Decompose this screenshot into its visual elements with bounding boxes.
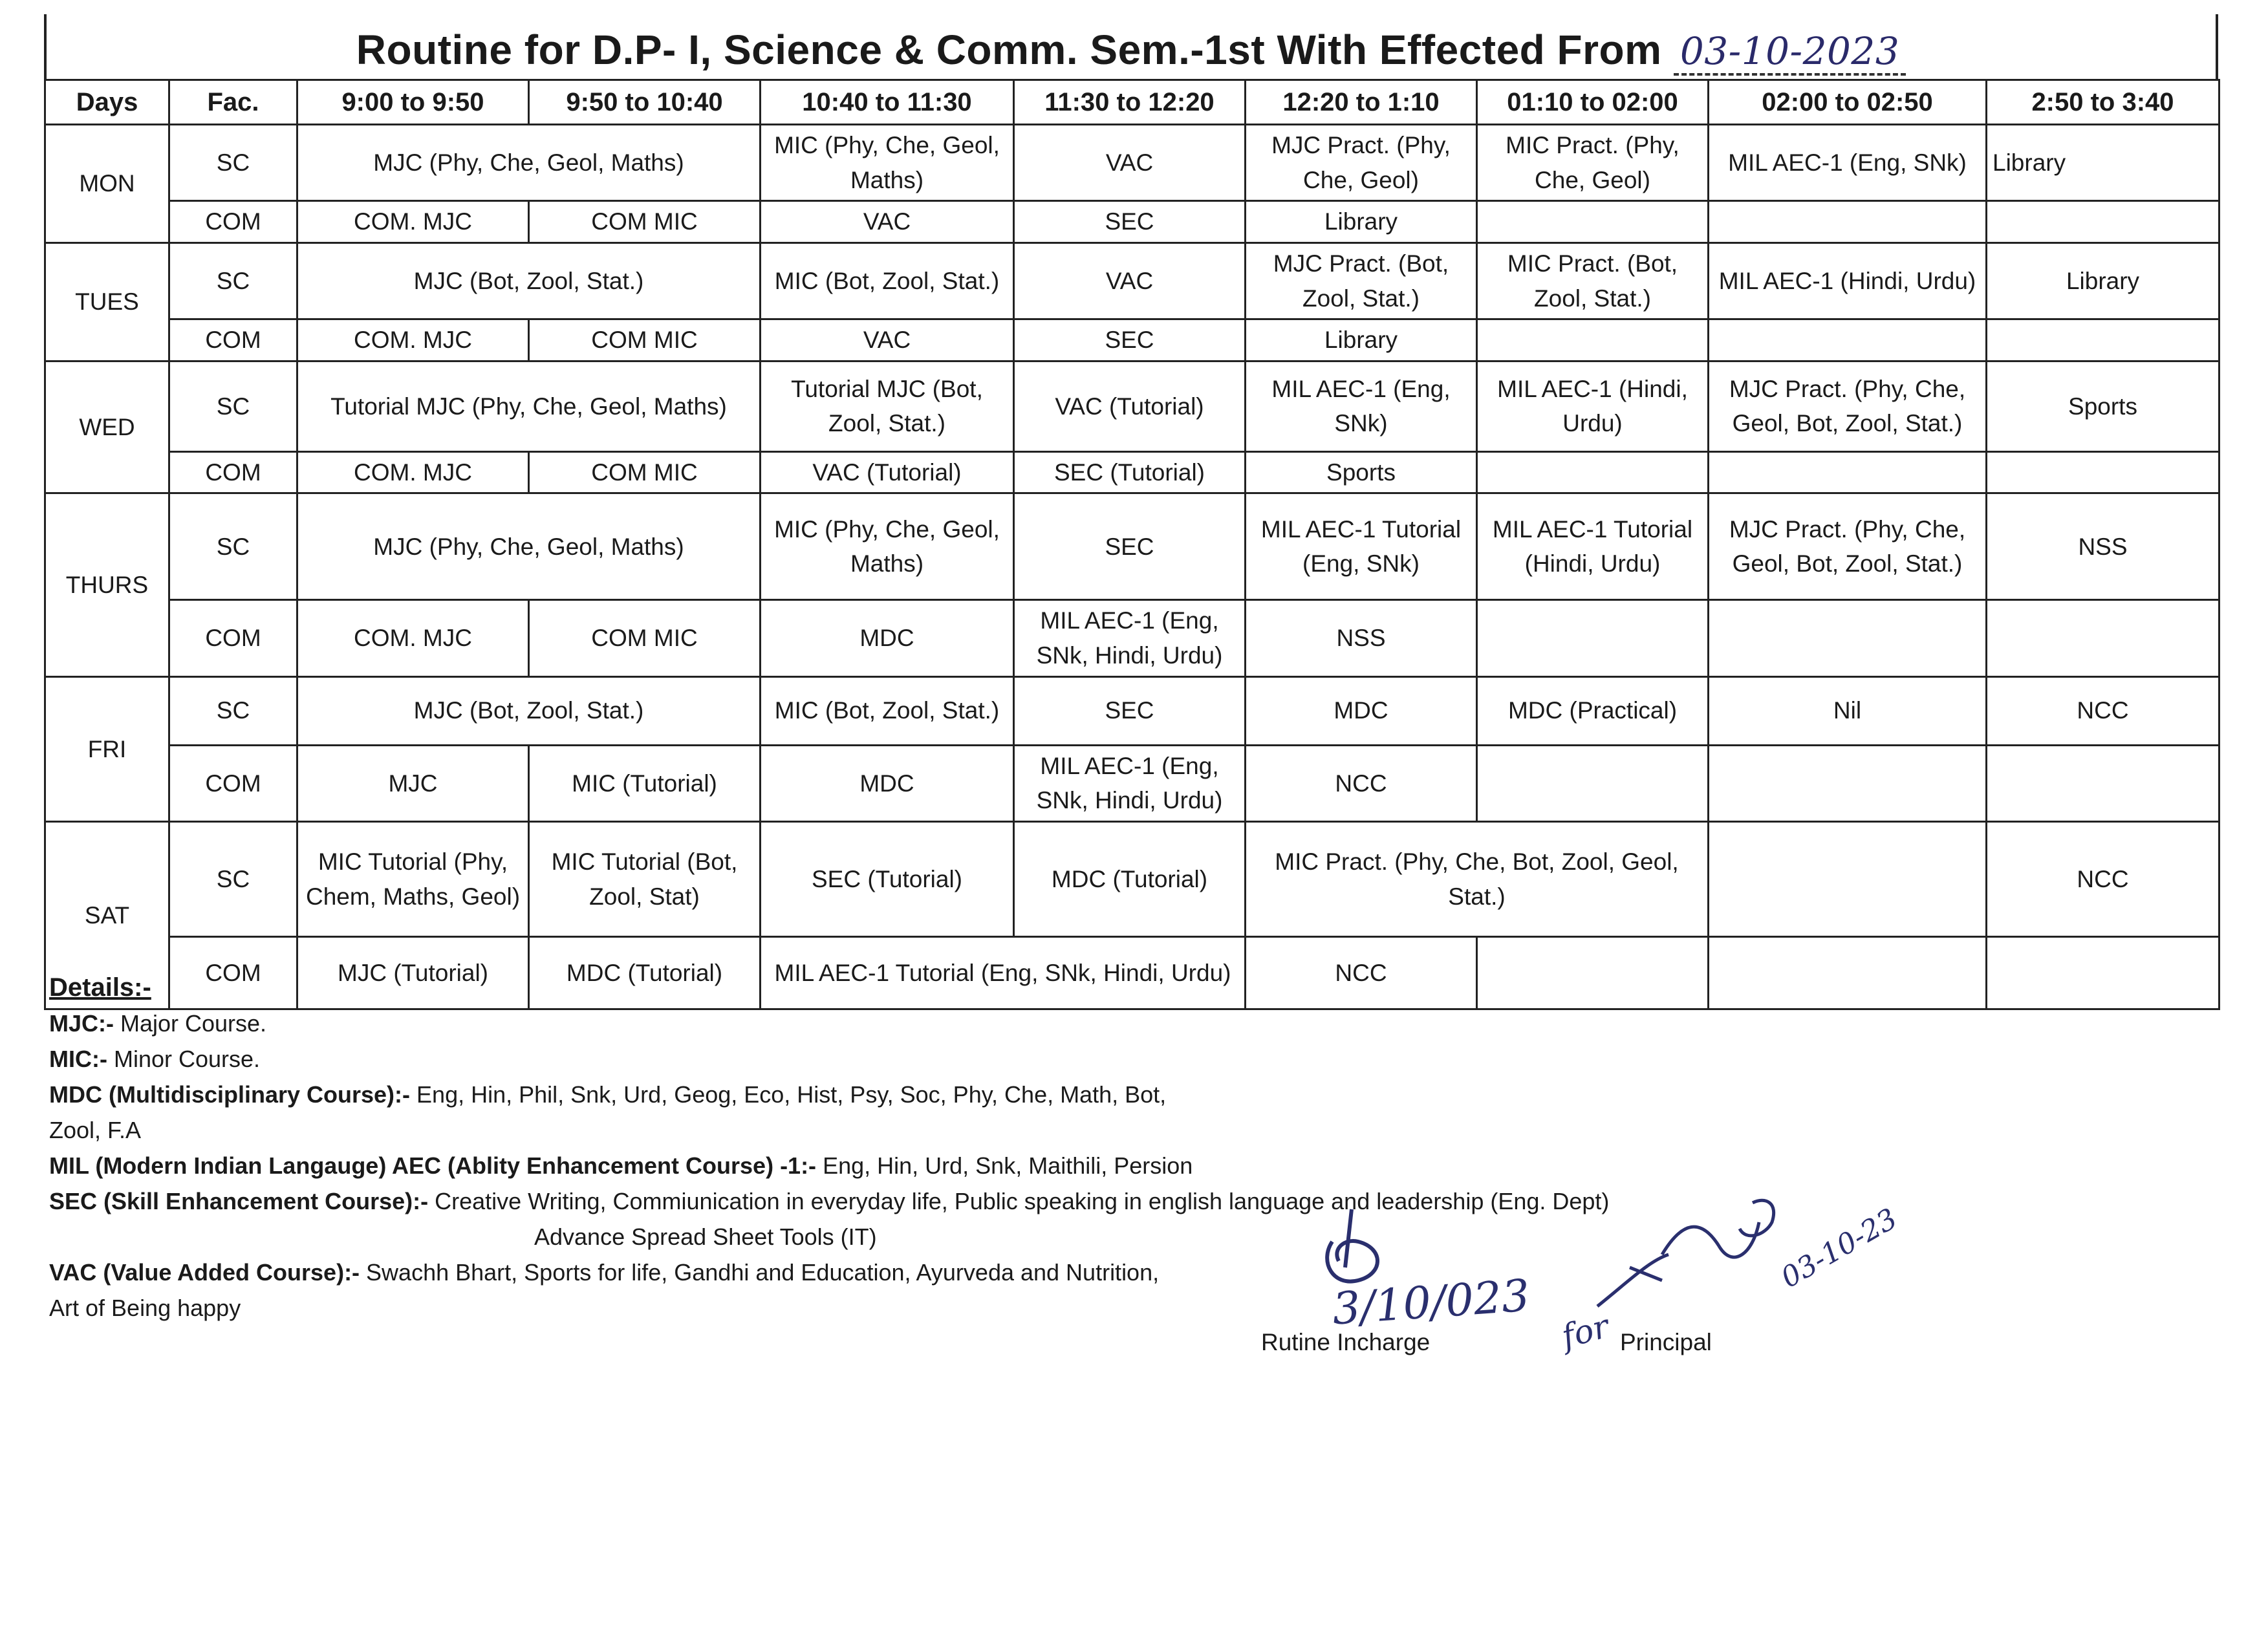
table-cell: Nil (1709, 676, 1987, 745)
day-cell: MON (45, 125, 169, 243)
table-cell: COM. MJC (297, 451, 529, 493)
empty-cell (1987, 201, 2219, 243)
table-cell: MIL AEC-1 (Eng, SNk, Hindi, Urdu) (1014, 745, 1246, 821)
table-cell: NCC (1246, 745, 1477, 821)
principal-signature-icon (1591, 1183, 1798, 1326)
table-cell: COM. MJC (297, 201, 529, 243)
desc-vac-2: Art of Being happy (49, 1295, 241, 1321)
header-slot-5: 12:20 to 1:10 (1246, 80, 1477, 125)
table-cell: MDC (Practical) (1477, 676, 1709, 745)
desc-mdc-1: Eng, Hin, Phil, Snk, Urd, Geog, Eco, Hist, Psy, Soc, Phy, Che, Math, Bot, (410, 1081, 1167, 1108)
fac-cell: COM (169, 201, 297, 243)
header-slot-2: 9:50 to 10:40 (529, 80, 761, 125)
table-cell: MIC Pract. (Phy, Che, Geol) (1477, 125, 1709, 201)
table-cell: SEC (1014, 676, 1246, 745)
header-slot-7: 02:00 to 02:50 (1709, 80, 1987, 125)
table-cell: MIL AEC-1 (Eng, SNk) (1246, 361, 1477, 451)
desc-mil: Eng, Hin, Urd, Snk, Maithili, Persion (816, 1152, 1193, 1179)
term-mil: MIL (Modern Indian Langauge) AEC (Ablity Enhancement Course) -1:- (49, 1152, 817, 1179)
table-row (45, 822, 2219, 937)
title-date: 03-10-2023 (1674, 29, 1906, 76)
header-days: Days (45, 80, 169, 125)
page-title (47, 26, 2216, 74)
desc-sec-2: Advance Spread Sheet Tools (IT) (534, 1223, 877, 1250)
table-cell: Library (1987, 125, 2219, 201)
table-row (45, 319, 2219, 361)
details-heading: Details:- (49, 973, 151, 1002)
fac-cell: SC (169, 493, 297, 600)
table-cell: MIC Pract. (Bot, Zool, Stat.) (1477, 242, 1709, 319)
table-cell: MJC Pract. (Phy, Che, Geol, Bot, Zool, Stat.) (1709, 361, 1987, 451)
table-cell: Tutorial MJC (Phy, Che, Geol, Maths) (297, 361, 761, 451)
fac-cell: SC (169, 361, 297, 451)
table-cell: VAC (761, 201, 1014, 243)
table-cell: NSS (1987, 493, 2219, 600)
details-mic (49, 1041, 1731, 1077)
day-cell: WED (45, 361, 169, 493)
table-cell: VAC (1014, 125, 1246, 201)
principal-for: for (1557, 1307, 1613, 1356)
empty-cell (1709, 451, 1987, 493)
table-cell: VAC (Tutorial) (1014, 361, 1246, 451)
table-cell: Library (1246, 201, 1477, 243)
table-cell: MDC (761, 745, 1014, 821)
table-cell: MJC Pract. (Bot, Zool, Stat.) (1246, 242, 1477, 319)
header-slot-1: 9:00 to 9:50 (297, 80, 529, 125)
table-cell: MIC (Phy, Che, Geol, Maths) (761, 493, 1014, 600)
fac-cell: SC (169, 822, 297, 937)
empty-cell (1987, 600, 2219, 676)
table-row (45, 201, 2219, 243)
header-slot-3: 10:40 to 11:30 (761, 80, 1014, 125)
table-cell: MIL AEC-1 Tutorial (Eng, SNk) (1246, 493, 1477, 600)
empty-cell (1477, 201, 1709, 243)
incharge-date: 3/10/023 (1330, 1270, 1531, 1335)
table-cell: COM MIC (529, 201, 761, 243)
table-cell: MJC (Tutorial) (297, 937, 529, 1009)
day-cell: SAT (45, 822, 169, 1009)
table-cell: NCC (1987, 676, 2219, 745)
table-row (45, 125, 2219, 201)
fac-cell: COM (169, 319, 297, 361)
table-cell: MJC (Bot, Zool, Stat.) (297, 242, 761, 319)
table-cell: MIL AEC-1 (Eng, SNk) (1709, 125, 1987, 201)
table-row (45, 493, 2219, 600)
table-row (45, 676, 2219, 745)
fac-cell: SC (169, 125, 297, 201)
table-cell: MIC (Bot, Zool, Stat.) (761, 676, 1014, 745)
header-row (45, 80, 2219, 125)
empty-cell (1709, 822, 1987, 937)
table-cell: SEC (1014, 201, 1246, 243)
table-cell: Sports (1987, 361, 2219, 451)
table-cell: MIC Pract. (Phy, Che, Bot, Zool, Geol, Stat.) (1246, 822, 1709, 937)
term-mic: MIC:- (49, 1046, 107, 1072)
fac-cell: SC (169, 242, 297, 319)
details-mil (49, 1148, 1731, 1183)
title-box (44, 14, 2218, 79)
table-cell: MJC (297, 745, 529, 821)
table-cell: MJC (Phy, Che, Geol, Maths) (297, 125, 761, 201)
table-cell: Sports (1246, 451, 1477, 493)
table-cell: MDC (Tutorial) (529, 937, 761, 1009)
header-slot-6: 01:10 to 02:00 (1477, 80, 1709, 125)
table-cell: MIL AEC-1 Tutorial (Eng, SNk, Hindi, Urdu) (761, 937, 1246, 1009)
desc-mdc-2: Zool, F.A (49, 1117, 142, 1143)
title-text: Routine for D.P- I, Science & Comm. Sem.-1st With Effected From (356, 27, 1674, 73)
details-mjc (49, 1006, 1731, 1041)
desc-mic: Minor Course. (107, 1046, 261, 1072)
empty-cell (1987, 745, 2219, 821)
table-cell: MDC (1246, 676, 1477, 745)
day-cell: THURS (45, 493, 169, 676)
empty-cell (1709, 600, 1987, 676)
term-mdc: MDC (Multidisciplinary Course):- (49, 1081, 411, 1108)
table-cell: MIL AEC-1 Tutorial (Hindi, Urdu) (1477, 493, 1709, 600)
empty-cell (1987, 451, 2219, 493)
table-row (45, 361, 2219, 451)
table-cell: SEC (1014, 319, 1246, 361)
incharge-label: Rutine Incharge (1261, 1329, 1431, 1355)
desc-sec-1: Creative Writing, Commiunication in everyday life, Public speaking in english language and leadership (Eng. Dept) (428, 1188, 1610, 1214)
table-cell: NCC (1246, 937, 1477, 1009)
fac-cell: SC (169, 676, 297, 745)
table-cell: SEC (Tutorial) (761, 822, 1014, 937)
details-mdc (49, 1077, 1731, 1112)
routine-table (44, 79, 2220, 1010)
table-cell: MIC Tutorial (Phy, Chem, Maths, Geol) (297, 822, 529, 937)
table-cell: COM MIC (529, 600, 761, 676)
header-slot-4: 11:30 to 12:20 (1014, 80, 1246, 125)
details-section (49, 970, 1731, 1326)
desc-mjc: Major Course. (113, 1010, 267, 1037)
header-fac: Fac. (169, 80, 297, 125)
term-sec: SEC (Skill Enhancement Course):- (49, 1188, 429, 1214)
table-cell: SEC (1014, 493, 1246, 600)
empty-cell (1987, 319, 2219, 361)
principal-date: 03-10-23 (1775, 1202, 1903, 1295)
table-cell: MIL AEC-1 (Eng, SNk, Hindi, Urdu) (1014, 600, 1246, 676)
fac-cell: COM (169, 600, 297, 676)
table-cell: MIC Tutorial (Bot, Zool, Stat) (529, 822, 761, 937)
fac-cell: COM (169, 451, 297, 493)
table-cell: MJC (Phy, Che, Geol, Maths) (297, 493, 761, 600)
empty-cell (1709, 319, 1987, 361)
details-sec (49, 1183, 1731, 1219)
table-row (45, 242, 2219, 319)
empty-cell (1987, 937, 2219, 1009)
table-cell: Library (1246, 319, 1477, 361)
empty-cell (1477, 319, 1709, 361)
table-cell: VAC (761, 319, 1014, 361)
term-mjc: MJC:- (49, 1010, 114, 1037)
table-row (45, 451, 2219, 493)
table-cell: COM. MJC (297, 600, 529, 676)
table-cell: MIC (Phy, Che, Geol, Maths) (761, 125, 1014, 201)
table-cell: MDC (761, 600, 1014, 676)
table-cell: Library (1987, 242, 2219, 319)
day-cell: FRI (45, 676, 169, 821)
table-cell: COM MIC (529, 319, 761, 361)
table-cell: Tutorial MJC (Bot, Zool, Stat.) (761, 361, 1014, 451)
table-cell: MIC (Bot, Zool, Stat.) (761, 242, 1014, 319)
table-cell: MIL AEC-1 (Hindi, Urdu) (1477, 361, 1709, 451)
table-cell: SEC (Tutorial) (1014, 451, 1246, 493)
table-cell: MJC Pract. (Phy, Che, Geol) (1246, 125, 1477, 201)
day-cell: TUES (45, 242, 169, 361)
empty-cell (1709, 937, 1987, 1009)
table-cell: MDC (Tutorial) (1014, 822, 1246, 937)
table-cell: MJC (Bot, Zool, Stat.) (297, 676, 761, 745)
table-cell: VAC (Tutorial) (761, 451, 1014, 493)
header-slot-8: 2:50 to 3:40 (1987, 80, 2219, 125)
principal-label: Principal (1620, 1329, 1712, 1355)
table-cell: NSS (1246, 600, 1477, 676)
empty-cell (1477, 745, 1709, 821)
empty-cell (1709, 745, 1987, 821)
table-row (45, 745, 2219, 821)
empty-cell (1477, 451, 1709, 493)
table-cell: MIC (Tutorial) (529, 745, 761, 821)
table-row (45, 600, 2219, 676)
fac-cell: COM (169, 937, 297, 1009)
empty-cell (1709, 201, 1987, 243)
table-cell: COM MIC (529, 451, 761, 493)
table-cell: NCC (1987, 822, 2219, 937)
empty-cell (1477, 600, 1709, 676)
table-cell: MIL AEC-1 (Hindi, Urdu) (1709, 242, 1987, 319)
table-cell: MJC Pract. (Phy, Che, Geol, Bot, Zool, Stat.) (1709, 493, 1987, 600)
desc-vac-1: Swachh Bhart, Sports for life, Gandhi and Education, Ayurveda and Nutrition, (360, 1259, 1160, 1286)
term-vac: VAC (Value Added Course):- (49, 1259, 360, 1286)
table-cell: COM. MJC (297, 319, 529, 361)
table-cell: VAC (1014, 242, 1246, 319)
fac-cell: COM (169, 745, 297, 821)
